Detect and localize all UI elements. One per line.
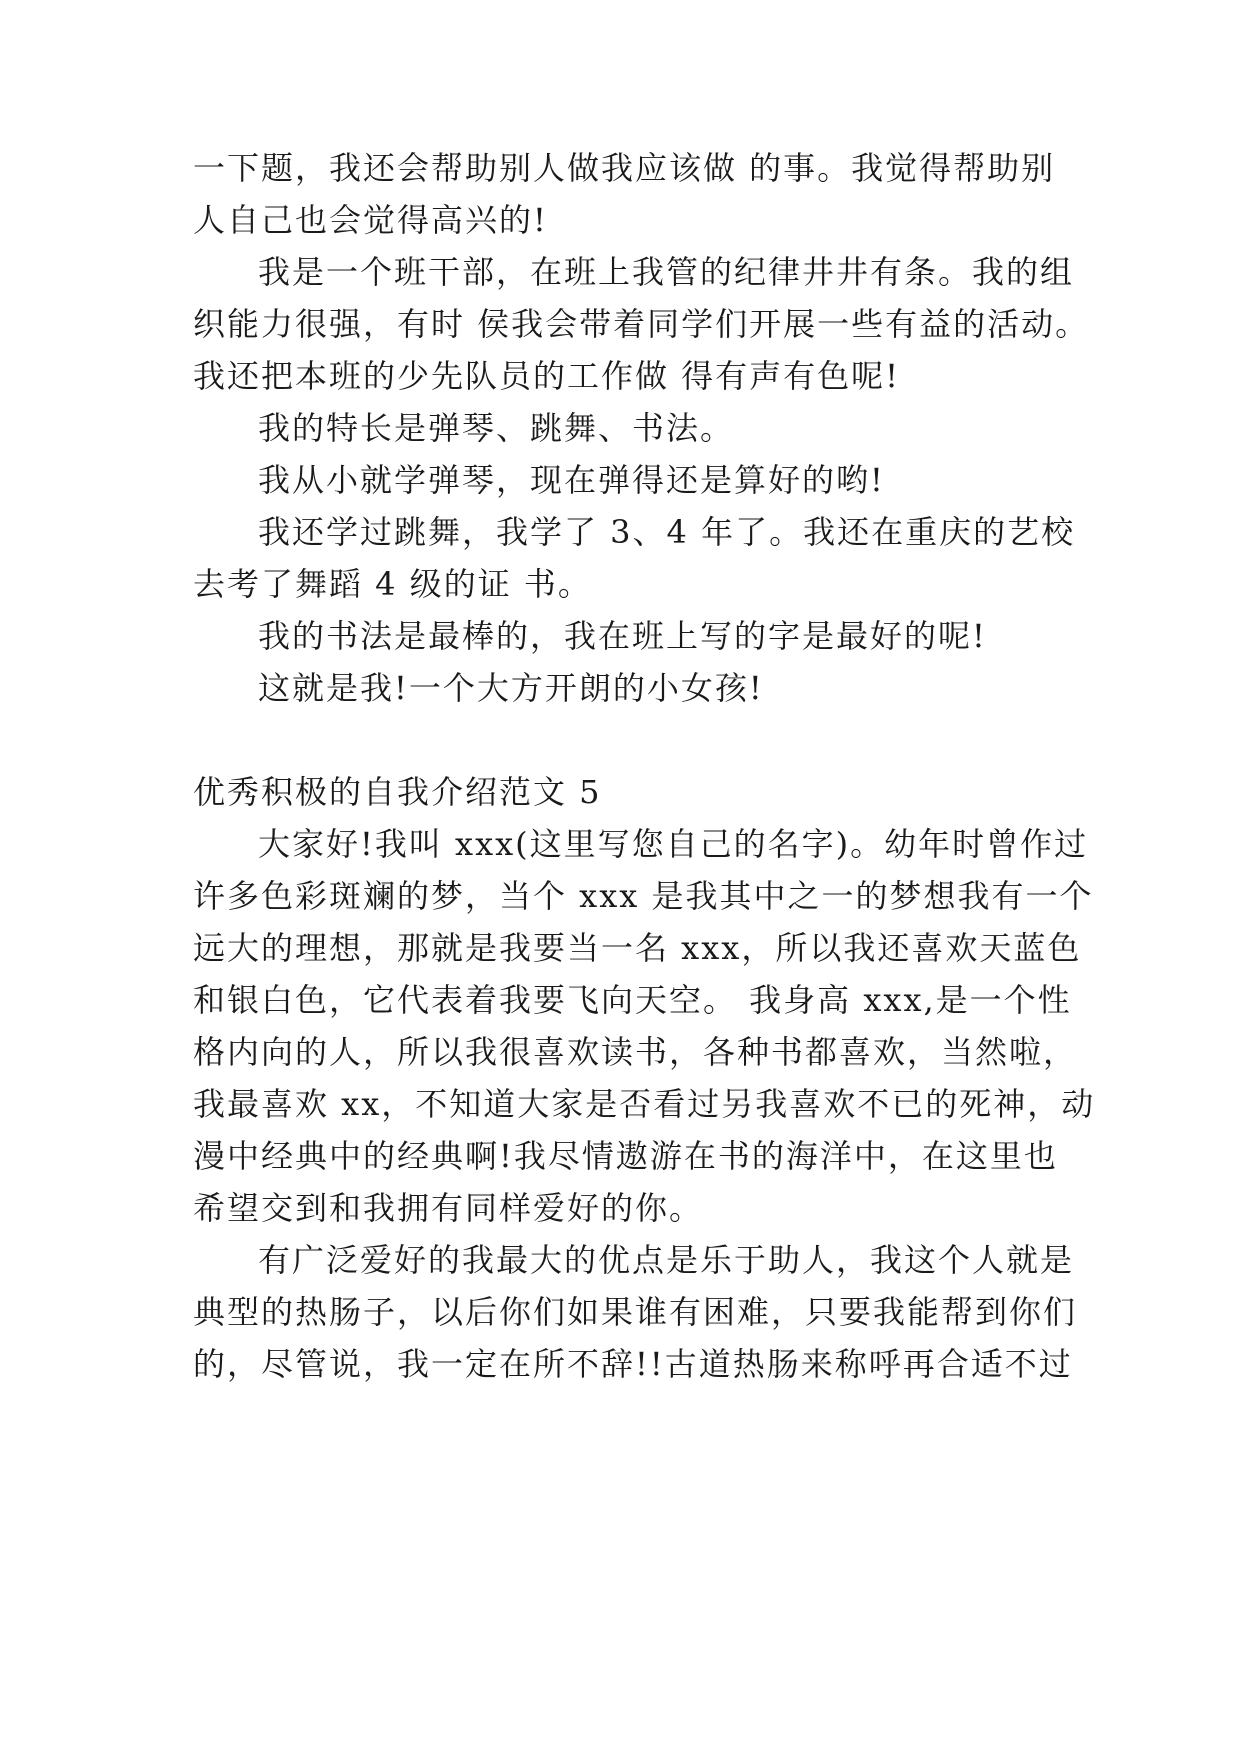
paragraph-line: 这就是我!一个大方开朗的小女孩! xyxy=(258,669,764,707)
paragraph-line: 的，尽管说，我一定在所不辞!!古道热肠来称呼再合适不过 xyxy=(193,1345,1073,1383)
paragraph-line: 希望交到和我拥有同样爱好的你。 xyxy=(193,1189,704,1227)
paragraph-line: 我还学过跳舞，我学了 3、4 年了。我还在重庆的艺校 xyxy=(258,513,1076,551)
paragraph-line: 漫中经典中的经典啊!我尽情遨游在书的海洋中，在这里也 xyxy=(193,1137,1058,1175)
paragraph-line: 我是一个班干部，在班上我管的纪律井井有条。我的组 xyxy=(258,253,1075,291)
section-heading: 优秀积极的自我介绍范文 5 xyxy=(193,773,602,811)
paragraph-line: 织能力很强，有时 侯我会带着同学们开展一些有益的活动。 xyxy=(193,305,1090,343)
paragraph-line: 我最喜欢 xx，不知道大家是否看过另我喜欢不已的死神，动 xyxy=(193,1085,1096,1123)
paragraph-line: 去考了舞蹈 4 级的证 书。 xyxy=(193,565,592,603)
paragraph-line: 和银白色，它代表着我要飞向天空。 我身高 xxx,是一个性 xyxy=(193,981,1072,1019)
paragraph-line: 我还把本班的少先队员的工作做 得有声有色呢! xyxy=(193,357,901,395)
paragraph-line: 大家好!我叫 xxx(这里写您自己的名字)。幼年时曾作过 xyxy=(258,825,1089,863)
paragraph-line: 典型的热肠子，以后你们如果谁有困难，只要我能帮到你们 xyxy=(193,1293,1078,1331)
paragraph-line: 一下题，我还会帮助别人做我应该做 的事。我觉得帮助别 xyxy=(193,149,1056,187)
paragraph-line: 我从小就学弹琴，现在弹得还是算好的哟! xyxy=(258,461,885,499)
paragraph-line: 人自己也会觉得高兴的! xyxy=(193,201,548,239)
paragraph-line: 我的书法是最棒的，我在班上写的字是最好的呢! xyxy=(258,617,987,655)
paragraph-line: 许多色彩斑斓的梦，当个 xxx 是我其中之一的梦想我有一个 xyxy=(193,877,1094,915)
paragraph-line: 格内向的人，所以我很喜欢读书，各种书都喜欢，当然啦， xyxy=(193,1033,1078,1071)
paragraph-line: 远大的理想，那就是我要当一名 xxx，所以我还喜欢天蓝色 xyxy=(193,929,1082,967)
paragraph-line: 有广泛爱好的我最大的优点是乐于助人，我这个人就是 xyxy=(258,1241,1075,1279)
paragraph-line: 我的特长是弹琴、跳舞、书法。 xyxy=(258,409,735,447)
